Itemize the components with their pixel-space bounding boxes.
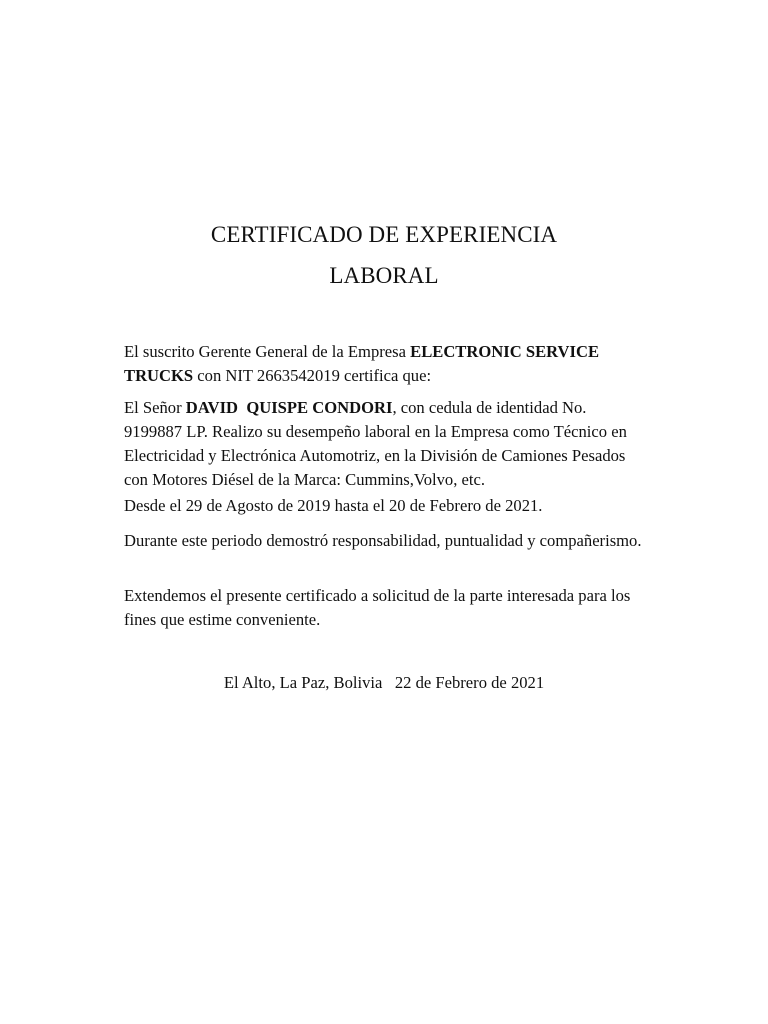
intro-paragraph xyxy=(124,340,644,388)
document-title-line-1: CERTIFICADO DE EXPERIENCIA xyxy=(210,222,558,247)
document-title-line-2: LABORAL xyxy=(329,263,439,288)
employee-text-a: El Señor xyxy=(124,398,186,417)
conduct-text: Durante este periodo demostró responsabilidad, puntualidad y compañerismo. xyxy=(124,531,642,550)
period-text: Desde el 29 de Agosto de 2019 hasta el 20 de Febrero de 2021. xyxy=(124,496,543,515)
place-and-date: El Alto, La Paz, Bolivia 22 de Febrero de 2021 xyxy=(223,673,545,692)
period-paragraph xyxy=(124,494,644,518)
closing-paragraph xyxy=(124,584,644,632)
intro-text-b: con NIT 2663542019 certifica que: xyxy=(193,366,432,385)
employee-text-b: , con cedula de identidad No. 9199887 LP. Realizo su desempeño laboral en la Empresa como Técnico en Electricidad y Electrónica Automotriz, en la División de Camiones Pesados con Motores Diésel de la Marca: Cummins,Volvo, etc. xyxy=(124,398,627,489)
closing-text: Extendemos el presente certificado a solicitud de la parte interesada para los fines que estime conveniente. xyxy=(124,586,631,629)
employee-name: DAVID QUISPE CONDORI xyxy=(185,398,393,417)
company-name: ELECTRONIC SERVICE TRUCKS xyxy=(124,342,600,385)
conduct-paragraph xyxy=(124,529,644,553)
employee-paragraph xyxy=(124,396,644,492)
intro-text-a: El suscrito Gerente General de la Empresa xyxy=(124,342,411,361)
